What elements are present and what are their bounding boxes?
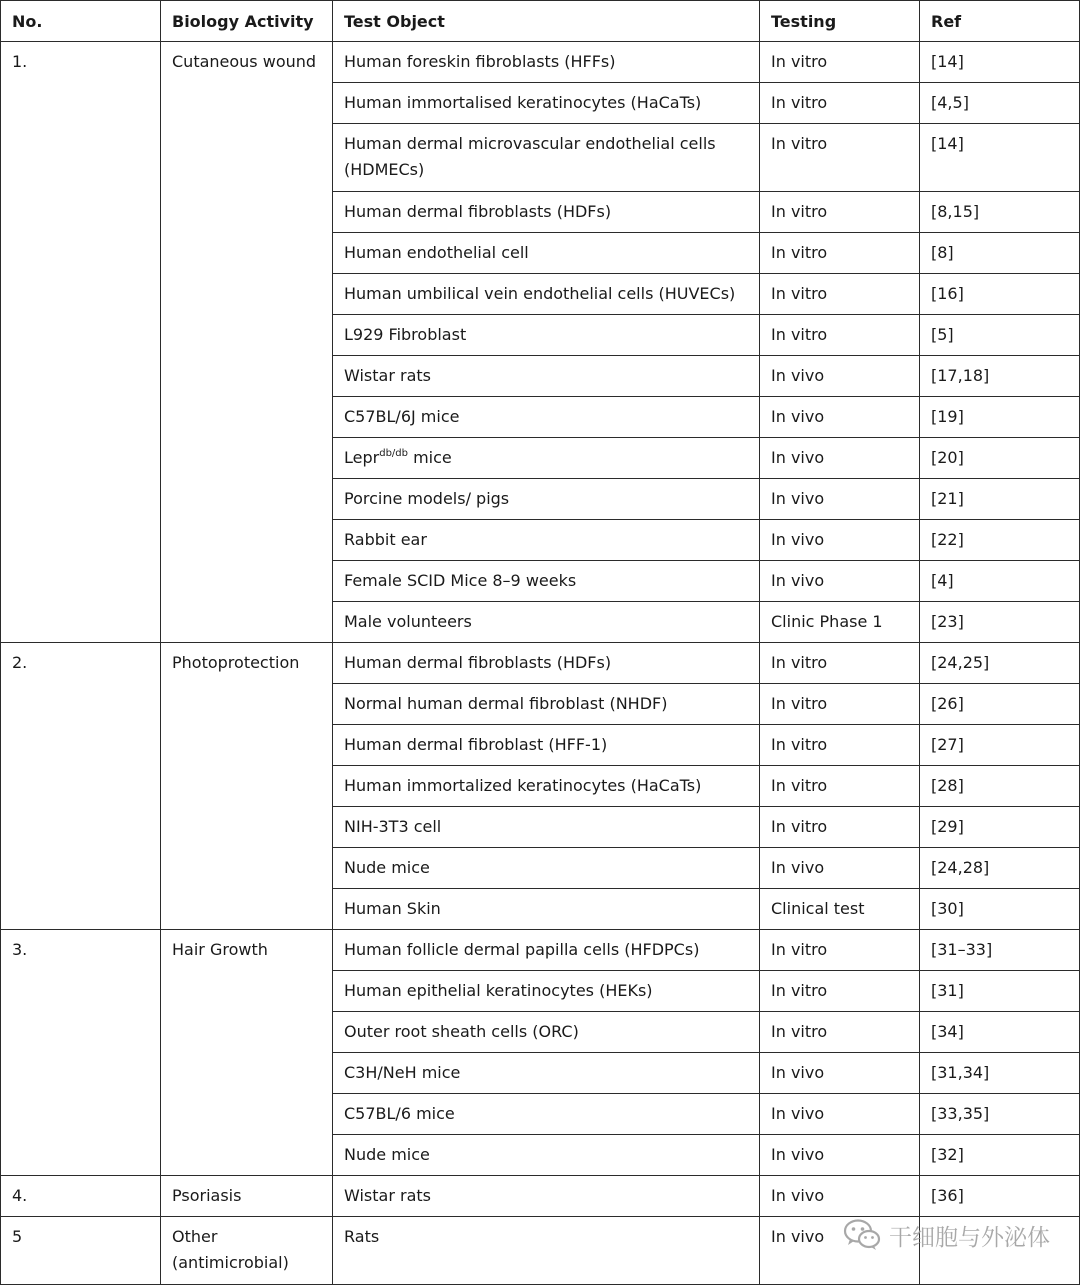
cell-testing: In vitro <box>760 643 920 684</box>
header-ref: Ref <box>920 1 1080 42</box>
cell-testing: Clinical test <box>760 889 920 930</box>
cell-test-object: Human Skin <box>333 889 760 930</box>
cell-no: 3. <box>1 930 161 1176</box>
cell-test-object: Porcine models/ pigs <box>333 479 760 520</box>
cell-no: 4. <box>1 1176 161 1217</box>
cell-test-object: C57BL/6 mice <box>333 1094 760 1135</box>
cell-test-object: Nude mice <box>333 1135 760 1176</box>
cell-testing: In vitro <box>760 83 920 124</box>
cell-test-object: Normal human dermal fibroblast (NHDF) <box>333 684 760 725</box>
test-object-main: Lepr <box>344 448 380 467</box>
cell-ref: [19] <box>920 397 1080 438</box>
cell-testing: In vivo <box>760 1094 920 1135</box>
header-test-object: Test Object <box>333 1 760 42</box>
cell-ref: [4,5] <box>920 83 1080 124</box>
cell-ref: [36] <box>920 1176 1080 1217</box>
cell-test-object: Wistar rats <box>333 1176 760 1217</box>
cell-test-object: Human dermal fibroblasts (HDFs) <box>333 643 760 684</box>
cell-ref: [29] <box>920 807 1080 848</box>
cell-ref: [8,15] <box>920 192 1080 233</box>
cell-test-object <box>333 438 760 479</box>
cell-testing: In vivo <box>760 520 920 561</box>
header-biology-activity: Biology Activity <box>161 1 333 42</box>
cell-ref: [14] <box>920 42 1080 83</box>
table-row <box>1 930 1080 971</box>
cell-no: 1. <box>1 42 161 643</box>
cell-ref: [27] <box>920 725 1080 766</box>
cell-testing: In vivo <box>760 356 920 397</box>
cell-test-object: Human endothelial cell <box>333 233 760 274</box>
cell-testing: In vitro <box>760 971 920 1012</box>
cell-testing: In vitro <box>760 807 920 848</box>
cell-test-object: Human immortalised keratinocytes (HaCaTs) <box>333 83 760 124</box>
table-row <box>1 643 1080 684</box>
cell-testing: In vivo <box>760 1176 920 1217</box>
cell-test-object: Outer root sheath cells (ORC) <box>333 1012 760 1053</box>
cell-ref: [14] <box>920 124 1080 192</box>
cell-testing: In vitro <box>760 725 920 766</box>
cell-testing: In vitro <box>760 42 920 83</box>
cell-testing: In vivo <box>760 848 920 889</box>
cell-test-object: Human dermal fibroblasts (HDFs) <box>333 192 760 233</box>
cell-testing: In vitro <box>760 124 920 192</box>
cell-test-object: NIH-3T3 cell <box>333 807 760 848</box>
cell-test-object: Wistar rats <box>333 356 760 397</box>
cell-ref: [33,35] <box>920 1094 1080 1135</box>
cell-ref: [22] <box>920 520 1080 561</box>
cell-ref: [28] <box>920 766 1080 807</box>
cell-testing: In vitro <box>760 930 920 971</box>
cell-ref: [16] <box>920 274 1080 315</box>
cell-test-object: Human dermal fibroblast (HFF-1) <box>333 725 760 766</box>
cell-testing: In vitro <box>760 766 920 807</box>
cell-ref: [4] <box>920 561 1080 602</box>
cell-testing: In vitro <box>760 1012 920 1053</box>
cell-no: 2. <box>1 643 161 930</box>
cell-ref: [21] <box>920 479 1080 520</box>
cell-test-object: Human foreskin fibroblasts (HFFs) <box>333 42 760 83</box>
cell-test-object: Male volunteers <box>333 602 760 643</box>
cell-testing: In vitro <box>760 274 920 315</box>
cell-test-object: Nude mice <box>333 848 760 889</box>
test-object-tail: mice <box>407 448 452 467</box>
table-row <box>1 1176 1080 1217</box>
cell-ref: [32] <box>920 1135 1080 1176</box>
cell-testing: In vivo <box>760 1053 920 1094</box>
cell-ref: [26] <box>920 684 1080 725</box>
cell-ref: [34] <box>920 1012 1080 1053</box>
cell-testing: Clinic Phase 1 <box>760 602 920 643</box>
table-row <box>1 42 1080 83</box>
cell-ref: [23] <box>920 602 1080 643</box>
cell-ref: [31–33] <box>920 930 1080 971</box>
cell-testing: In vitro <box>760 684 920 725</box>
table-body <box>1 42 1080 1285</box>
cell-test-object: Female SCID Mice 8–9 weeks <box>333 561 760 602</box>
cell-test-object: Rats <box>333 1217 760 1285</box>
cell-test-object: C3H/NeH mice <box>333 1053 760 1094</box>
cell-biology-activity: Other (antimicrobial) <box>161 1217 333 1285</box>
cell-ref <box>920 1217 1080 1285</box>
cell-ref: [31] <box>920 971 1080 1012</box>
cell-no: 5 <box>1 1217 161 1285</box>
cell-test-object: Rabbit ear <box>333 520 760 561</box>
cell-testing: In vivo <box>760 438 920 479</box>
cell-testing: In vivo <box>760 1135 920 1176</box>
cell-testing: In vivo <box>760 479 920 520</box>
cell-test-object: Human immortalized keratinocytes (HaCaTs) <box>333 766 760 807</box>
table-header <box>1 1 1080 42</box>
cell-ref: [17,18] <box>920 356 1080 397</box>
cell-testing: In vitro <box>760 233 920 274</box>
cell-testing: In vivo <box>760 561 920 602</box>
cell-ref: [5] <box>920 315 1080 356</box>
cell-ref: [8] <box>920 233 1080 274</box>
table-row <box>1 1217 1080 1285</box>
cell-test-object: Human follicle dermal papilla cells (HFDPCs) <box>333 930 760 971</box>
cell-ref: [20] <box>920 438 1080 479</box>
cell-biology-activity: Photoprotection <box>161 643 333 930</box>
cell-ref: [24,25] <box>920 643 1080 684</box>
cell-test-object: Human epithelial keratinocytes (HEKs) <box>333 971 760 1012</box>
cell-testing: In vitro <box>760 315 920 356</box>
cell-test-object: Human dermal microvascular endothelial cells (HDMECs) <box>333 124 760 192</box>
cell-testing: In vivo <box>760 1217 920 1285</box>
cell-ref: [31,34] <box>920 1053 1080 1094</box>
cell-testing: In vitro <box>760 192 920 233</box>
test-object-superscript: db/db <box>379 447 408 459</box>
header-no: No. <box>1 1 161 42</box>
cell-biology-activity: Cutaneous wound <box>161 42 333 643</box>
header-testing: Testing <box>760 1 920 42</box>
cell-test-object: L929 Fibroblast <box>333 315 760 356</box>
cell-test-object: Human umbilical vein endothelial cells (HUVECs) <box>333 274 760 315</box>
watermark-text: 干细胞与外泌体 <box>889 1224 1050 1251</box>
cell-ref: [24,28] <box>920 848 1080 889</box>
cell-biology-activity: Psoriasis <box>161 1176 333 1217</box>
header-row <box>1 1 1080 42</box>
cell-ref: [30] <box>920 889 1080 930</box>
cell-biology-activity: Hair Growth <box>161 930 333 1176</box>
cell-testing: In vivo <box>760 397 920 438</box>
cell-test-object: C57BL/6J mice <box>333 397 760 438</box>
